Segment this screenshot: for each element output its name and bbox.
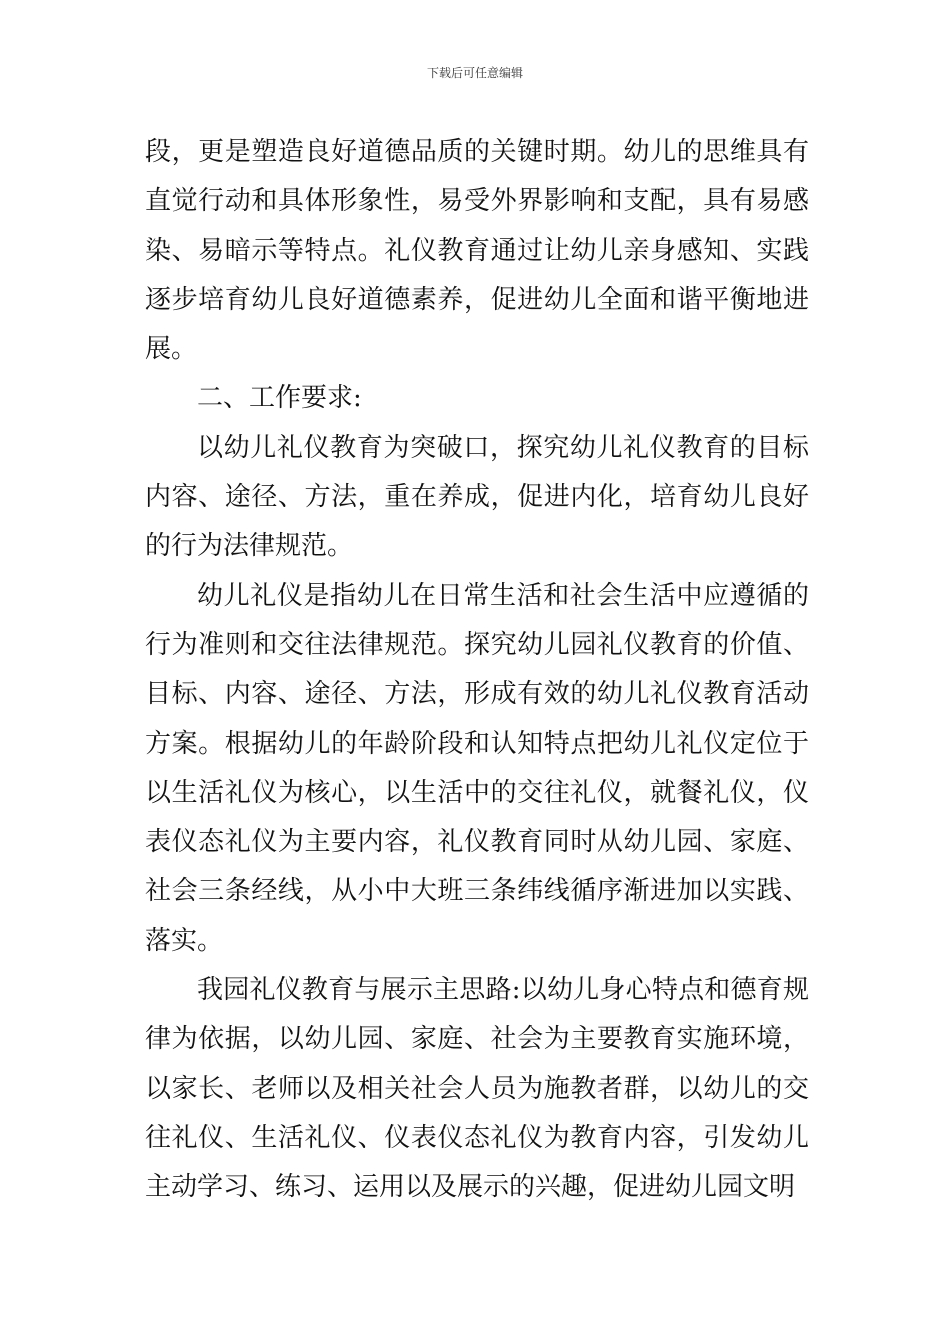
paragraph-continuation: 段，更是塑造良好道德品质的关键时期。幼儿的思维具有直觉行动和具体形象性，易受外界影响和支配，具有易感染、易暗示等特点。礼仪教育通过让幼儿亲身感知、实践逐步培育幼儿良好道德素养，促进幼儿全面和谐平衡地进展。 [145, 137, 809, 365]
paragraph: 幼儿礼仪是指幼儿在日常生活和社会生活中应遵循的行为准则和交往法律规范。探究幼儿园礼仪教育的价值、目标、内容、途径、方法，形成有效的幼儿礼仪教育活动方案。根据幼儿的年龄阶段和认知特点把幼儿礼仪定位于以生活礼仪为核心，以生活中的交往礼仪，就餐礼仪，仪表仪态礼仪为主要内容，礼仪教育同时从幼儿园、家庭、社会三条经线，从小中大班三条纬线循序渐进加以实践、落实。 [145, 580, 809, 956]
section-heading: 二、工作要求: [197, 383, 362, 414]
paragraph: 以幼儿礼仪教育为突破口，探究幼儿礼仪教育的目标内容、途径、方法，重在养成，促进内化，培育幼儿良好的行为法律规范。 [145, 432, 809, 562]
document-body [145, 128, 809, 1213]
page-header-note: 下载后可任意编辑 [426, 66, 523, 80]
paragraph: 我园礼仪教育与展示主思路:以幼儿身心特点和德育规律为依据，以幼儿园、家庭、社会为主要教育实施环境，以家长、老师以及相关社会人员为施教者群，以幼儿的交往礼仪、生活礼仪、仪表仪态礼仪为教育内容，引发幼儿主动学习、练习、运用以及展示的兴趣，促进幼儿园文明 [145, 975, 809, 1203]
